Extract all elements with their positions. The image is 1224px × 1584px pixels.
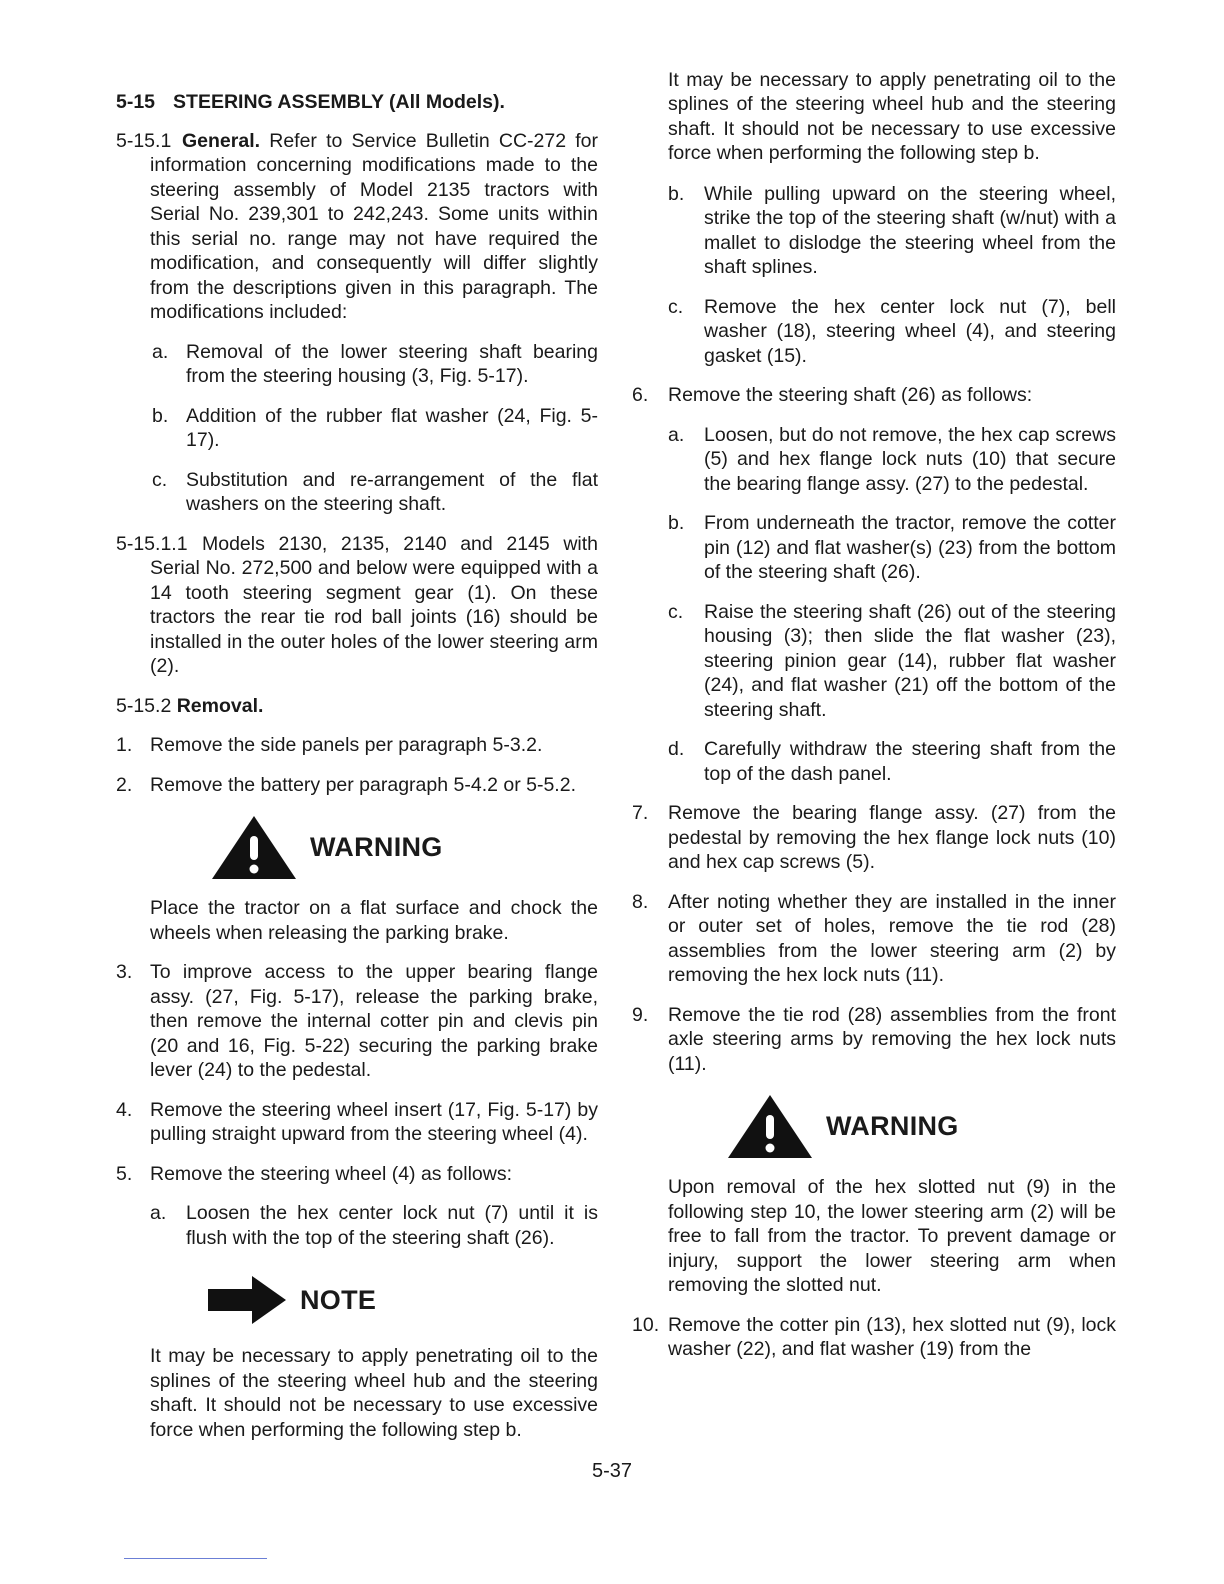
right-column [632, 68, 1116, 1377]
general-title: General. [182, 129, 261, 152]
warning-label-1: WARNING [310, 831, 443, 862]
removal-number: 5-15.2 [116, 694, 172, 717]
step-2: 2. Remove the battery per paragraph 5-4.2 or 5-5.2. [116, 773, 576, 796]
models-note-text: Models 2130, 2135, 2140 and 2145 with Serial No. 272,500 and below were equipped with a 14 tooth steering segment gear (1). On these tractors the rear tie rod ball joints (16) should be installed in the outer holes of the lower steering arm (2). [150, 532, 598, 677]
step-6b: b. From underneath the tractor, remove the cotter pin (12) and flat washer(s) (23) from the bottom of the steering shaft (26). [668, 512, 1116, 583]
left-column [116, 90, 598, 1441]
step-4: 4. Remove the steering wheel insert (17, Fig. 5-17) by pulling straight upward from the steering wheel (4). [116, 1098, 598, 1145]
step-6d: d. Carefully withdraw the steering shaft from the top of the dash panel. [668, 738, 1116, 785]
models-note-paragraph [116, 532, 598, 679]
warning-text-1: Place the tractor on a flat surface and chock the wheels when releasing the parking brake. [150, 897, 598, 944]
warning-callout-2 [726, 1091, 1116, 1161]
general-text: Refer to Service Bulletin CC-272 for information concerning modifications made to the steering assembly of Model 2135 tractors with Serial No. 239,301 to 242,243. Some units within this serial no. range may not have required the modification, and consequently will differ slightly from the descriptions given in this paragraph. The modifications included: [150, 129, 598, 323]
general-paragraph [116, 129, 598, 325]
step-3: 3. To improve access to the upper bearing flange assy. (27, Fig. 5-17), release the parking brake, then remove the internal cotter pin and clevis pin (20 and 16, Fig. 5-22) securing the parking brake lever (24) to the pedestal. [116, 961, 598, 1081]
step-10: 10. Remove the cotter pin (13), hex slotted nut (9), lock washer (22), and flat washer (19) from the [632, 1313, 1116, 1360]
section-heading [116, 90, 598, 115]
step-6c: c. Raise the steering shaft (26) out of the steering housing (3); then slide the flat washer (23), steering pinion gear (14), rubber flat washer (24), and flat washer (21) off the bottom of the steering shaft. [668, 600, 1116, 721]
removal-heading [116, 694, 598, 719]
step-5c: c. Remove the hex center lock nut (7), bell washer (18), steering wheel (4), and steering gasket (15). [668, 295, 1116, 367]
note-text-start: It may be necessary to apply penetrating oil to the splines of the steering wheel hub and the steering shaft. It should not be necessary to use excessive force when performing the following step b. [150, 1345, 598, 1441]
warning-label-2: WARNING [826, 1110, 959, 1141]
note-text-continued: It may be necessary to apply penetrating oil to the splines of the steering wheel hub and the steering shaft. It should not be necessary to use excessive force when performing the following step b. [668, 68, 1116, 164]
general-number: 5-15.1 [116, 129, 172, 152]
models-note-number: 5-15.1.1 [116, 532, 188, 555]
section-title: STEERING ASSEMBLY (All Models). [173, 91, 505, 113]
footer-rule [124, 1558, 267, 1559]
warning-triangle-icon [210, 812, 298, 882]
general-item-c: c. Substitution and re-arrangement of the flat washers on the steering shaft. [152, 468, 598, 515]
step-5a: a. Loosen the hex center lock nut (7) until it is flush with the top of the steering shaft (26). [150, 1202, 598, 1249]
step-9: 9. Remove the tie rod (28) assemblies from the front axle steering arms by removing the hex lock nuts (11). [632, 1003, 1116, 1075]
step-6: 6. Remove the steering shaft (26) as follows: [632, 384, 1033, 406]
step-8: 8. After noting whether they are installed in the inner or outer set of holes, remove the tie rod (28) assemblies from the lower steering arm (2) by removing the hex lock nuts (11). [632, 890, 1116, 986]
step-6a: a. Loosen, but do not remove, the hex cap screws (5) and hex flange lock nuts (10) that secure the bearing flange assy. (27) to the pedestal. [668, 423, 1116, 495]
warning-text-2: Upon removal of the hex slotted nut (9) in the following step 10, the lower steering arm (2) will be free to fall from the tractor. To prevent damage or injury, support the lower steering arm when removing the slotted nut. [668, 1176, 1116, 1296]
page-number: 5-37 [591, 1460, 633, 1482]
note-label: NOTE [300, 1284, 377, 1315]
step-7: 7. Remove the bearing flange assy. (27) from the pedestal by removing the hex flange lock nuts (10) and hex cap screws (5). [632, 802, 1116, 873]
removal-title: Removal. [176, 694, 264, 717]
general-item-a: a. Removal of the lower steering shaft bearing from the steering housing (3, Fig. 5-17). [152, 340, 598, 387]
step-5b: b. While pulling upward on the steering wheel, strike the top of the steering shaft (w/nut) with a mallet to dislodge the steering wheel from the shaft splines. [668, 182, 1116, 278]
general-item-b: b. Addition of the rubber flat washer (24, Fig. 5-17). [152, 404, 598, 451]
note-callout [206, 1272, 598, 1328]
step-1: 1. Remove the side panels per paragraph 5-3.2. [116, 734, 543, 756]
warning-triangle-icon [726, 1091, 814, 1161]
step-5: 5. Remove the steering wheel (4) as follows: [116, 1162, 512, 1185]
warning-callout-1 [210, 812, 598, 882]
note-arrow-icon [206, 1272, 288, 1328]
section-number: 5-15 [116, 91, 156, 113]
